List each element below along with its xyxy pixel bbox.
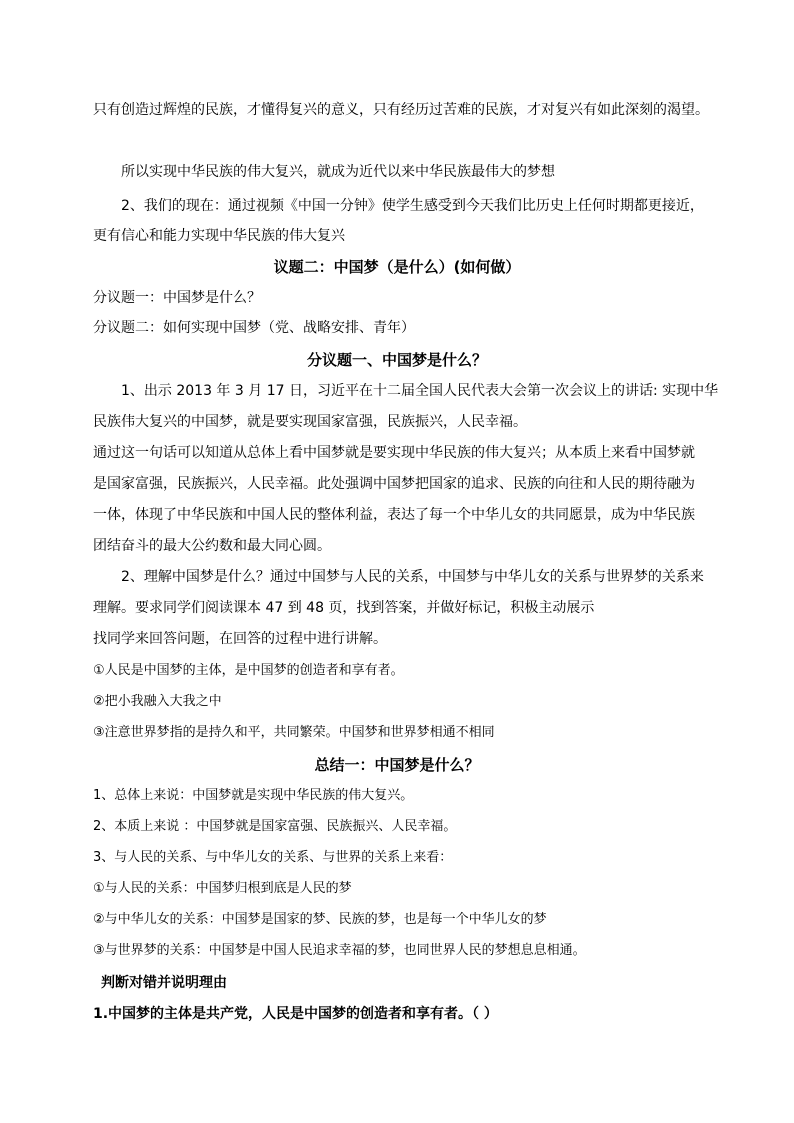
section1-p2-line-2: 是国家富强，民族振兴，人民幸福。此处强调中国梦把国家的追求、民族的向往和人民的期待融为 bbox=[93, 476, 695, 492]
section1-item-1: ①人民是中国梦的主体，是中国梦的创造者和享有者。 bbox=[93, 663, 404, 678]
section1-p2-line-1: 通过这一句话可以知道从总体上看中国梦就是要实现中华民族的伟大复兴；从本质上来看中国梦就 bbox=[93, 445, 695, 461]
summary-relation-1: ①与人民的关系：中国梦归根到底是人民的梦 bbox=[93, 881, 352, 896]
section1-p2-line-4: 团结奋斗的最大公约数和最大同心圆。 bbox=[93, 538, 331, 554]
section1-p2-line-3: 一体，体现了中华民族和中国人民的整体利益，表达了每一个中华儿女的共同愿景，成为中华民族 bbox=[93, 507, 695, 523]
sub-topic-1: 分议题一：中国梦是什么？ bbox=[93, 290, 261, 306]
summary-heading: 总结一：中国梦是什么？ bbox=[314, 756, 480, 774]
section1-p1-line-1: 1、出示 2013 年 3 月 17 日，习近平在十二届全国人民代表大会第一次会议上的讲话: 实现中华 bbox=[121, 383, 719, 399]
summary-point-1: 1、总体上来说：中国梦就是实现中华民族的伟大复兴。 bbox=[93, 788, 414, 803]
sub-topic-2: 分议题二：如何实现中国梦（党、战略安排、青年） bbox=[93, 320, 415, 336]
judge-question-1: 1.中国梦的主体是共产党，人民是中国梦的创造者和享有者。（ ） bbox=[93, 1006, 498, 1022]
intro-paragraph-2: 所以实现中华民族的伟大复兴，就成为近代以来中华民族最伟大的梦想 bbox=[121, 164, 555, 180]
topic2-heading: 议题二：中国梦（是什么）(如何做） bbox=[273, 258, 521, 276]
judge-heading: 判断对错并说明理由 bbox=[101, 975, 227, 991]
summary-point-3: 3、与人民的关系、与中华儿女的关系、与世界的关系上来看： bbox=[93, 850, 453, 865]
summary-relation-3: ③与世界梦的关系：中国梦是中国人民追求幸福的梦，也同世界人民的梦想息息相通。 bbox=[93, 943, 586, 958]
intro-paragraph-1: 只有创造过辉煌的民族，才懂得复兴的意义，只有经历过苦难的民族，才对复兴有如此深刻的渴望。 bbox=[93, 102, 709, 118]
summary-relation-2: ②与中华儿女的关系：中国梦是国家的梦、民族的梦，也是每一个中华儿女的梦 bbox=[93, 912, 547, 927]
section1-p3-line-3: 找同学来回答问题，在回答的过程中进行讲解。 bbox=[93, 631, 387, 647]
section1-p3-line-2: 理解。要求同学们阅读课本 47 到 48 页，找到答案，并做好标记，积极主动展示 bbox=[93, 600, 595, 616]
summary-point-2: 2、本质上来说 ：中国梦就是国家富强、民族振兴、人民幸福。 bbox=[93, 819, 457, 834]
section1-p3-line-1: 2、理解中国梦是什么？通过中国梦与人民的关系，中国梦与中华儿女的关系与世界梦的关系来 bbox=[121, 569, 704, 585]
section1-p1-line-2: 民族伟大复兴的中国梦，就是要实现国家富强，民族振兴，人民幸福。 bbox=[93, 414, 527, 430]
intro-paragraph-3-line-1: 2、我们的现在：通过视频《中国一分钟》使学生感受到今天我们比历史上任何时期都更接近， bbox=[121, 198, 704, 214]
intro-paragraph-3-line-2: 更有信心和能力实现中华民族的伟大复兴 bbox=[93, 228, 345, 244]
section1-heading: 分议题一、中国梦是什么？ bbox=[306, 351, 487, 369]
section1-item-3: ③注意世界梦指的是持久和平，共同繁荣。中国梦和世界梦相通不相同 bbox=[93, 725, 495, 740]
section1-item-2: ②把小我融入大我之中 bbox=[93, 694, 222, 709]
